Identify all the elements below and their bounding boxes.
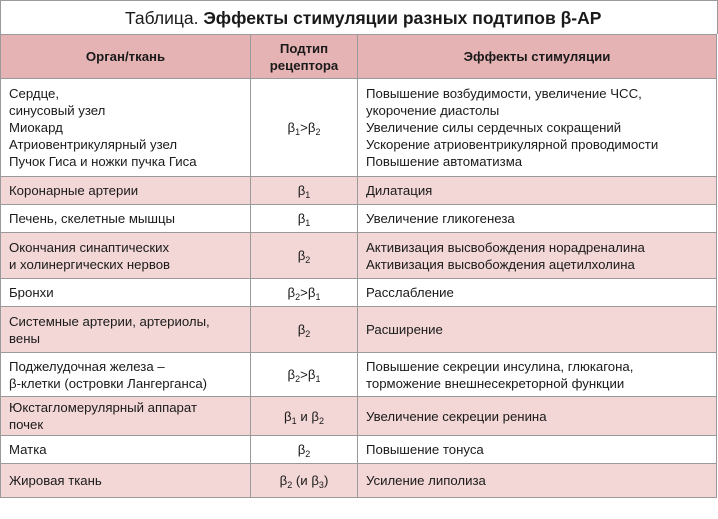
effect-line: Повышение возбудимости, увеличение ЧСС, bbox=[366, 86, 642, 101]
cell-subtype bbox=[251, 177, 358, 205]
cell-organ bbox=[1, 79, 251, 177]
cell-organ bbox=[1, 436, 251, 464]
effect-line: укорочение диастолы bbox=[366, 103, 500, 118]
cell-subtype bbox=[251, 205, 358, 233]
organ-line: Атриовентрикулярный узел bbox=[9, 137, 178, 152]
table-row bbox=[1, 397, 717, 436]
beta-receptor-table bbox=[0, 34, 717, 498]
organ-line: Окончания синаптических bbox=[9, 239, 170, 255]
subtype-index: 2 bbox=[305, 329, 311, 339]
subtype-text: >β bbox=[300, 120, 316, 135]
table-row bbox=[1, 353, 717, 397]
table-title bbox=[0, 0, 718, 34]
subtype-index: 2 bbox=[295, 292, 301, 302]
subtype-index: 2 bbox=[295, 374, 301, 384]
table-row bbox=[1, 79, 717, 177]
subtype-index: 1 bbox=[305, 190, 311, 200]
effect-line: Повышение тонуса bbox=[366, 442, 484, 457]
header-subtype-line1: Подтип bbox=[279, 40, 329, 56]
cell-effects bbox=[358, 177, 717, 205]
subtype-text: β bbox=[297, 322, 306, 337]
effect-line: Повышение автоматизма bbox=[366, 154, 523, 169]
table-row bbox=[1, 205, 717, 233]
subtype-text: β bbox=[297, 183, 306, 198]
cell-organ bbox=[1, 205, 251, 233]
subtype-text: и β bbox=[296, 408, 319, 424]
organ-line: Пучок Гиса и ножки пучка Гиса bbox=[9, 154, 197, 169]
table-title-main: Эффекты стимуляции разных подтипов β-АР bbox=[203, 8, 602, 28]
organ-line: Юкстагломерулярный аппарат bbox=[9, 400, 197, 415]
header-organ: Орган/ткань bbox=[1, 35, 251, 79]
cell-effects bbox=[358, 307, 717, 353]
effect-line: Дилатация bbox=[366, 183, 433, 198]
subtype-index: 2 bbox=[315, 127, 321, 137]
cell-subtype bbox=[251, 397, 358, 436]
header-subtype bbox=[251, 35, 358, 79]
organ-line: Системные артерии, артериолы, bbox=[9, 313, 210, 329]
effect-line: Увеличение силы сердечных сокращений bbox=[366, 120, 622, 135]
cell-subtype bbox=[251, 279, 358, 307]
subtype-text: (и β bbox=[292, 473, 319, 488]
table-row bbox=[1, 464, 717, 498]
header-subtype-line2: рецептора bbox=[269, 57, 339, 73]
organ-line: Бронхи bbox=[9, 285, 54, 300]
subtype-index: 2 bbox=[305, 449, 311, 459]
subtype-index: 2 bbox=[318, 415, 324, 426]
cell-organ bbox=[1, 233, 251, 279]
cell-subtype bbox=[251, 307, 358, 353]
organ-line: Миокард bbox=[9, 120, 63, 135]
cell-effects bbox=[358, 205, 717, 233]
effect-line: торможение внешнесекреторной функции bbox=[366, 375, 625, 391]
subtype-text: >β bbox=[300, 285, 316, 300]
table-row bbox=[1, 279, 717, 307]
subtype-index: 2 bbox=[305, 255, 311, 265]
organ-line: Поджелудочная железа – bbox=[9, 358, 165, 374]
table-row bbox=[1, 307, 717, 353]
subtype-index: 1 bbox=[315, 292, 321, 302]
cell-subtype bbox=[251, 79, 358, 177]
table-row bbox=[1, 436, 717, 464]
effect-line: Увеличение гликогенеза bbox=[366, 211, 515, 226]
subtype-text: β bbox=[297, 442, 306, 457]
subtype-text: β bbox=[287, 367, 296, 382]
subtype-index: 2 bbox=[287, 480, 293, 490]
effect-line: Расширение bbox=[366, 322, 443, 337]
effect-line: Расслабление bbox=[366, 285, 454, 300]
cell-organ bbox=[1, 353, 251, 397]
organ-line: вены bbox=[9, 330, 40, 346]
subtype-index: 1 bbox=[291, 415, 297, 426]
cell-subtype bbox=[251, 436, 358, 464]
organ-line: Жировая ткань bbox=[9, 473, 102, 488]
organ-line: Печень, скелетные мышцы bbox=[9, 211, 176, 226]
subtype-text: >β bbox=[300, 367, 316, 382]
table-body bbox=[1, 79, 717, 498]
subtype-index: 3 bbox=[318, 480, 324, 490]
header-row bbox=[1, 35, 717, 79]
subtype-index: 1 bbox=[295, 127, 301, 137]
cell-subtype bbox=[251, 233, 358, 279]
effect-line: Увеличение секреции ренина bbox=[366, 408, 547, 424]
organ-line: и холинергических нервов bbox=[9, 256, 171, 272]
organ-line: почек bbox=[9, 417, 44, 432]
organ-line: Коронарные артерии bbox=[9, 183, 139, 198]
organ-line: Матка bbox=[9, 442, 47, 457]
table-row bbox=[1, 233, 717, 279]
cell-subtype bbox=[251, 353, 358, 397]
effect-line: Активизация высвобождения ацетилхолина bbox=[366, 256, 635, 272]
cell-subtype bbox=[251, 464, 358, 498]
cell-effects bbox=[358, 79, 717, 177]
cell-effects bbox=[358, 397, 717, 436]
table-row bbox=[1, 177, 717, 205]
cell-organ bbox=[1, 307, 251, 353]
subtype-text: β bbox=[287, 120, 296, 135]
cell-effects bbox=[358, 436, 717, 464]
effect-line: Активизация высвобождения норадреналина bbox=[366, 239, 645, 255]
subtype-text: ) bbox=[323, 473, 329, 488]
subtype-index: 1 bbox=[305, 218, 311, 228]
header-effects: Эффекты стимуляции bbox=[358, 35, 717, 79]
subtype-text: β bbox=[287, 285, 296, 300]
cell-organ bbox=[1, 279, 251, 307]
effect-line: Повышение секреции инсулина, глюкагона, bbox=[366, 358, 634, 374]
table-title-prefix: Таблица. bbox=[125, 8, 199, 28]
organ-line: β-клетки (островки Лангерганса) bbox=[9, 375, 208, 391]
organ-line: Сердце, bbox=[9, 86, 59, 101]
effect-line: Усиление липолиза bbox=[366, 473, 486, 488]
subtype-text: β bbox=[279, 473, 288, 488]
subtype-text: β bbox=[284, 408, 292, 424]
cell-effects bbox=[358, 464, 717, 498]
cell-organ bbox=[1, 397, 251, 436]
subtype-text: β bbox=[297, 248, 306, 263]
subtype-index: 1 bbox=[315, 374, 321, 384]
cell-effects bbox=[358, 353, 717, 397]
cell-effects bbox=[358, 279, 717, 307]
organ-line: синусовый узел bbox=[9, 103, 106, 118]
cell-effects bbox=[358, 233, 717, 279]
effect-line: Ускорение атриовентрикулярной проводимости bbox=[366, 137, 659, 152]
cell-organ bbox=[1, 464, 251, 498]
subtype-text: β bbox=[297, 211, 306, 226]
cell-organ bbox=[1, 177, 251, 205]
